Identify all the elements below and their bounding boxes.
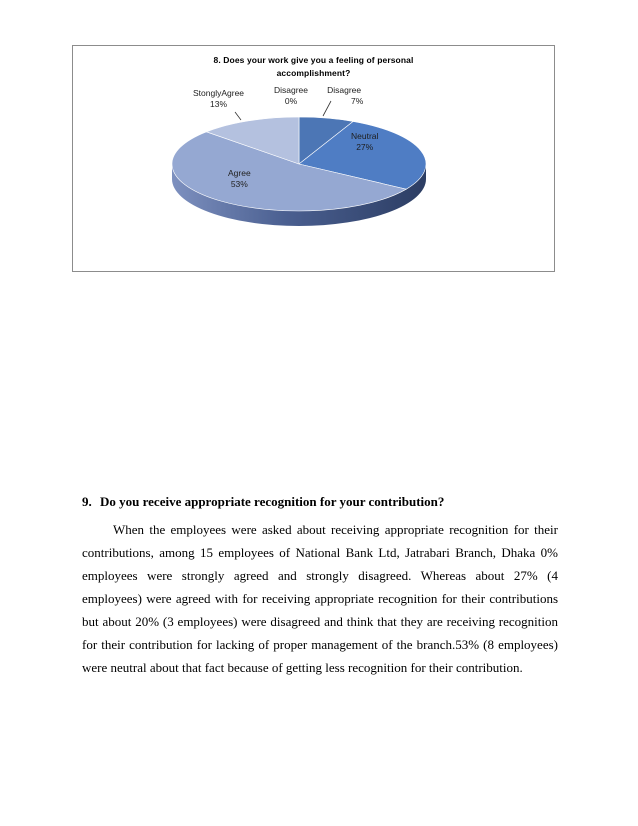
chart-title xyxy=(73,54,554,80)
section-heading-text: Do you receive appropriate recognition for your contribution? xyxy=(100,494,445,509)
slice-label-disagree-pct: 7% xyxy=(351,96,364,106)
section-number: 9. xyxy=(82,494,92,509)
slice-label-stongly-agree xyxy=(193,88,244,110)
slice-label-agree-pct: 53% xyxy=(230,179,248,189)
slice-label-strongly-disagree-pct: 0% xyxy=(284,96,298,106)
slice-label-disagree-name: Disagree xyxy=(327,85,362,95)
slice-label-neutral xyxy=(351,131,378,153)
slice-label-neutral-name: Neutral xyxy=(351,131,379,141)
slice-label-strongly-disagree-name: Disagree xyxy=(274,85,309,95)
slice-label-disagree xyxy=(325,85,363,107)
chart-title-line-2: accomplishment? xyxy=(276,68,351,78)
slice-label-stongly-agree-pct: 13% xyxy=(210,99,228,109)
pie-top-face xyxy=(172,117,426,211)
slice-label-strongly-disagree xyxy=(274,85,308,107)
slice-label-agree-name: Agree xyxy=(228,168,251,178)
slice-label-agree xyxy=(228,168,251,190)
leader-line-stongly-agree xyxy=(235,112,241,120)
slice-label-stongly-agree-name: StonglyAgree xyxy=(193,88,245,98)
section-paragraph: When the employees were asked about receiving appropriate recognition for their contributions, among 15 employees of National Bank Ltd, Jatrabari Branch, Dhaka 0% employees were strongly agreed and strongly disagreed. Whereas about 27% (4 employees) were agreed with for receiving appropriate recognition for their contributions but about 20% (3 employees) were disagreed and think that they are receiving recognition for their contribution for lacking of proper management of the branch.53% (8 employees) were neutral about that fact because of getting less recognition for their contribution. xyxy=(82,522,558,675)
section-heading xyxy=(82,494,444,510)
pie-chart-figure xyxy=(72,45,555,272)
slice-label-neutral-pct: 27% xyxy=(356,142,374,152)
chart-title-line-1: 8. Does your work give you a feeling of personal xyxy=(213,55,414,65)
